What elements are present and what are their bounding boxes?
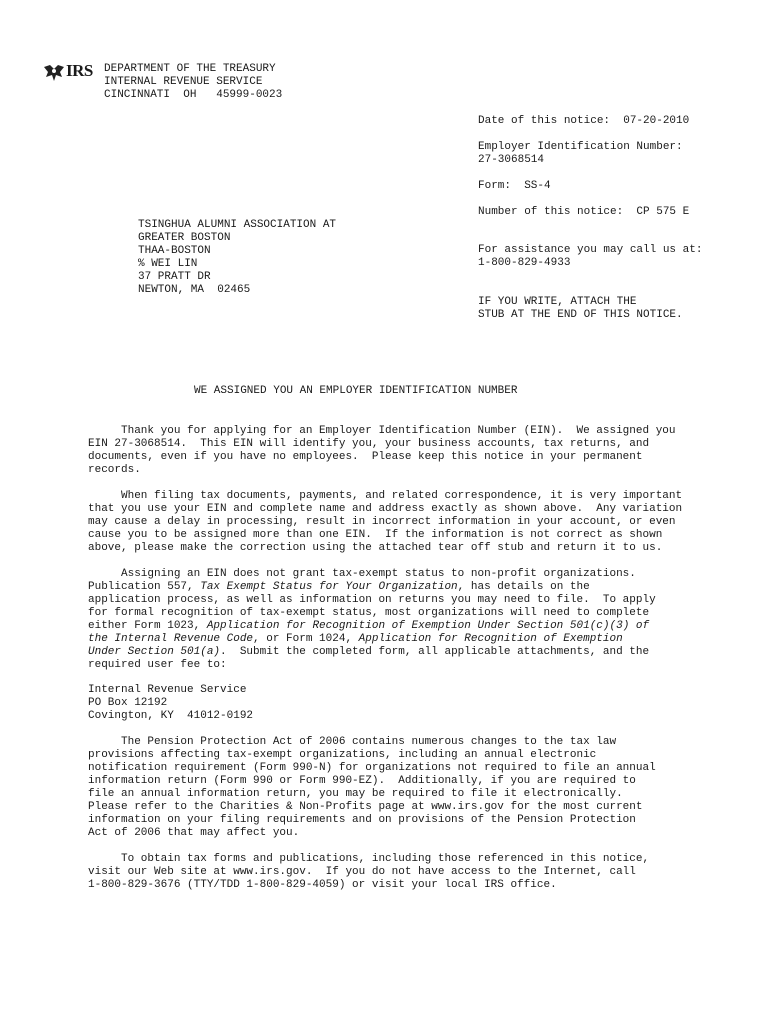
text-line: that you use your EIN and complete name and address exactly as shown above. Any variation: [88, 503, 683, 515]
text-line: records.: [88, 464, 141, 476]
recipient-line: THAA-BOSTON: [138, 245, 211, 257]
address-line: Covington, KY 41012-0192: [88, 710, 254, 722]
address-line: PO Box 12192: [88, 697, 168, 709]
text-line: EIN 27-3068514. This EIN will identify you, your business accounts, tax returns, and: [88, 438, 650, 450]
ein-value: 27-3068514: [478, 154, 545, 166]
recipient-line: 37 PRATT DR: [138, 271, 211, 283]
text-line: Publication 557, Tax Exempt Status for Your Organization, has details on the: [88, 581, 590, 593]
form-line: Form: SS-4: [478, 180, 551, 192]
write-instruction-1: IF YOU WRITE, ATTACH THE: [478, 296, 637, 308]
text-line: The Pension Protection Act of 2006 contains numerous changes to the tax law: [88, 736, 617, 748]
department-name: DEPARTMENT OF THE TREASURY: [104, 63, 276, 75]
service-city: CINCINNATI OH 45999-0023: [104, 89, 283, 101]
text-line: the Internal Revenue Code, or Form 1024, Application for Recognition of Exemption: [88, 633, 623, 645]
recipient-line: TSINGHUA ALUMNI ASSOCIATION AT: [138, 219, 337, 231]
text-line: notification requirement (Form 990-N) for organizations not required to file an annual: [88, 762, 656, 774]
form-title: Application for Recognition of Exemption: [358, 633, 623, 645]
text-line: provisions affecting tax-exempt organizations, including an annual electronic: [88, 749, 597, 761]
text-line: documents, even if you have no employees. Please keep this notice in your permanent: [88, 451, 643, 463]
address-line: Internal Revenue Service: [88, 684, 247, 696]
ein-label: Employer Identification Number:: [478, 141, 683, 153]
publication-title: Tax Exempt Status for Your Organization: [200, 581, 458, 593]
service-name: INTERNAL REVENUE SERVICE: [104, 76, 263, 88]
irs-logo-text: IRS: [66, 61, 93, 80]
recipient-line: % WEI LIN: [138, 258, 198, 270]
text-line: Please refer to the Charities & Non-Profits page at www.irs.gov for the most current: [88, 801, 643, 813]
text-line: cause you to be assigned more than one EIN. If the information is not correct as shown: [88, 529, 663, 541]
text-line: 1-800-829-3676 (TTY/TDD 1-800-829-4059) or visit your local IRS office.: [88, 879, 557, 891]
assistance-phone: 1-800-829-4933: [478, 257, 571, 269]
notice-title: WE ASSIGNED YOU AN EMPLOYER IDENTIFICATION NUMBER: [194, 385, 518, 397]
text-line: above, please make the correction using the attached tear off stub and return it to us.: [88, 542, 663, 554]
text-line: information return (Form 990 or Form 990-EZ). Additionally, if you are required to: [88, 775, 636, 787]
text-line: To obtain tax forms and publications, including those referenced in this notice,: [88, 853, 650, 865]
text-line: When filing tax documents, payments, and related correspondence, it is very important: [88, 490, 683, 502]
text-line: file an annual information return, you may be required to file it electronically.: [88, 788, 623, 800]
text-line: Thank you for applying for an Employer Identification Number (EIN). We assigned you: [88, 425, 676, 437]
text-line: application process, as well as information on returns you may need to file. To apply: [88, 594, 656, 606]
recipient-line: GREATER BOSTON: [138, 232, 231, 244]
text-line: Assigning an EIN does not grant tax-exempt status to non-profit organizations.: [88, 568, 636, 580]
recipient-line: NEWTON, MA 02465: [138, 284, 251, 296]
notice-number: Number of this notice: CP 575 E: [478, 206, 690, 218]
paragraph-exempt-status: [88, 555, 733, 685]
assistance-label: For assistance you may call us at:: [478, 244, 703, 256]
text-line: information on your filing requirements and on provisions of the Pension Protection: [88, 814, 636, 826]
text-line: required user fee to:: [88, 659, 227, 671]
form-title: Application for Recognition of Exemption Under Section 501(c)(3) of: [206, 620, 650, 632]
paragraph-pension-act: [88, 723, 733, 853]
text-line: visit our Web site at www.irs.gov. If you do not have access to the Internet, call: [88, 866, 636, 878]
notice-date: Date of this notice: 07-20-2010: [478, 115, 690, 127]
write-instruction-2: STUB AT THE END OF THIS NOTICE.: [478, 309, 683, 321]
text-line: either Form 1023, Application for Recognition of Exemption Under Section 501(c)(3) of: [88, 620, 650, 632]
form-title: Under Section 501(a): [88, 646, 221, 658]
paragraph-tax-forms: [88, 840, 733, 905]
text-line: Under Section 501(a). Submit the completed form, all applicable attachments, and the: [88, 646, 650, 658]
text-line: may cause a delay in processing, result in incorrect information in your account, or even: [88, 516, 676, 528]
form-title: the Internal Revenue Code: [88, 633, 254, 645]
text-line: Act of 2006 that may affect you.: [88, 827, 300, 839]
text-line: for formal recognition of tax-exempt status, most organizations will need to complete: [88, 607, 650, 619]
irs-eagle-icon: [42, 63, 66, 83]
